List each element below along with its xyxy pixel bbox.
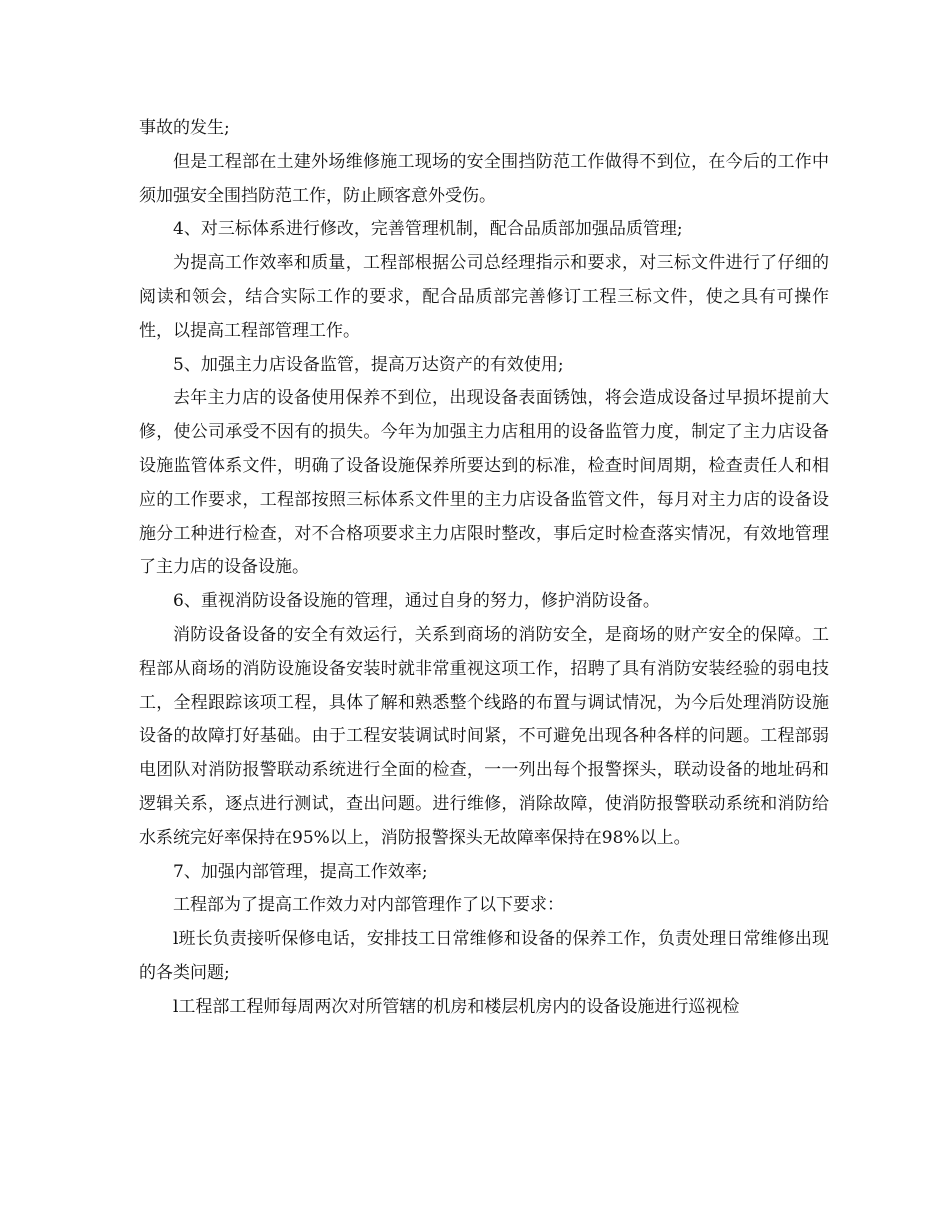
- paragraph-2: 但是工程部在土建外场维修施工现场的安全围挡防范工作做得不到位，在今后的工作中须加强安全围挡防范工作，防止顾客意外受伤。: [139, 151, 829, 206]
- heading-item-5: 5、加强主力店设备监管，提高万达资产的有效使用;: [173, 354, 564, 375]
- heading-item-4: 4、对三标体系进行修改，完善管理机制，配合品质部加强品质管理;: [173, 219, 683, 240]
- list-item-2: l工程部工程师每周两次对所管辖的机房和楼层机房内的设备设施进行巡视检: [173, 996, 740, 1017]
- paragraph-10: 工程部为了提高工作效力对内部管理作了以下要求：: [173, 895, 564, 916]
- paragraph-1: 事故的发生;: [139, 118, 230, 138]
- paragraph-8: 消防设备设备的安全有效运行，关系到商场的消防安全，是商场的财产安全的保障。工程部从商场的消防设施设备安装时就非常重视这项工作，招聘了具有消防安装经验的弱电技工，全程跟踪该项工程，具体了解和熟悉整个线路的布置与调试情况，为今后处理消防设施设备的故障打好基础。由于工程安装调试时间紧，不可避免出现各种各样的问题。工程部弱电团队对消防报警联动系统进行全面的检查，一一列出每个报警探头，联动设备的地址码和逻辑关系，逐点进行测试，查出问题。进行维修，消除故障，使消防报警联动系统和消防给水系统完好率保持在95%以上，消防报警探头无故障率保持在98%以上。: [139, 624, 829, 848]
- list-item-1: l班长负责接听保修电话，安排技工日常维修和设备的保养工作，负责处理日常维修出现的各类问题;: [139, 929, 829, 983]
- document-page: [139, 112, 829, 1025]
- heading-item-7: 7、加强内部管理，提高工作效率;: [173, 861, 428, 882]
- paragraph-4: 为提高工作效率和质量，工程部根据公司总经理指示和要求，对三标文件进行了仔细的阅读和领会，结合实际工作的要求，配合品质部完善修订工程三标文件，使之具有可操作性，以提高工程部管理工作。: [139, 253, 829, 341]
- paragraph-6: 去年主力店的设备使用保养不到位，出现设备表面锈蚀，将会造成设备过早损坏提前大修，使公司承受不因有的损失。今年为加强主力店租用的设备监管力度，制定了主力店设备设施监管体系文件，明确了设备设施保养所要达到的标准，检查时间周期，检查责任人和相应的工作要求，工程部按照三标体系文件里的主力店设备监管文件，每月对主力店的设备设施分工种进行检查，对不合格项要求主力店限时整改，事后定时检查落实情况，有效地管理了主力店的设备设施。: [139, 388, 829, 578]
- heading-item-6: 6、重视消防设备设施的管理，通过自身的努力，修护消防设备。: [173, 591, 660, 612]
